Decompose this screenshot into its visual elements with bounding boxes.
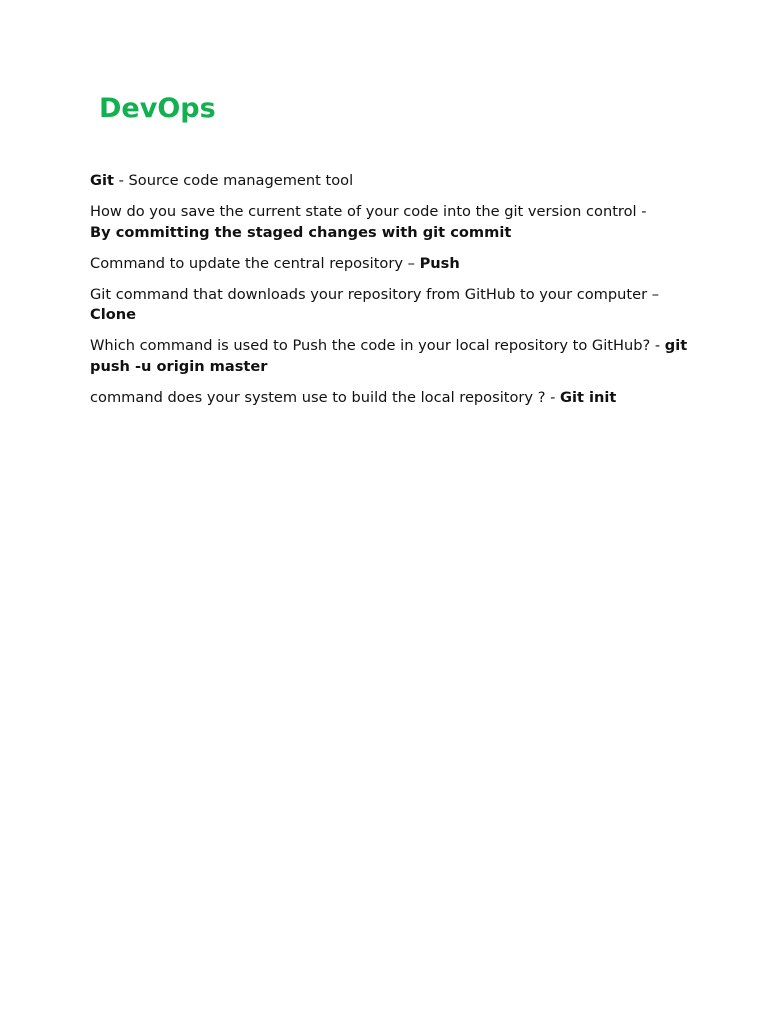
qa-answer: Git init <box>560 388 617 406</box>
qa-item-init <box>90 388 700 409</box>
qa-item-clone <box>90 285 700 326</box>
document-title: DevOps <box>99 93 216 124</box>
qa-answer: Clone <box>90 306 137 323</box>
qa-text: How do you save the current state of your code into the git version control - <box>90 203 647 220</box>
qa-item-push <box>90 254 700 275</box>
qa-answer: Push <box>419 254 460 272</box>
qa-text: Git command that downloads your repository from GitHub to your computer – <box>90 285 660 303</box>
qa-text: Command to update the central repository – <box>90 254 420 272</box>
qa-text: Which command is used to Push the code in your local repository to GitHub? - <box>90 337 665 354</box>
qa-answer: By committing the staged changes with git commit <box>90 223 512 241</box>
qa-item-push-origin <box>90 336 700 377</box>
qa-item-git <box>90 171 700 192</box>
qa-item-commit <box>90 202 700 243</box>
qa-text: - Source code management tool <box>113 172 354 189</box>
qa-lead: Git <box>90 172 114 189</box>
qa-answer: git push -u origin master <box>90 337 688 375</box>
qa-text: command does your system use to build the local repository ? - <box>90 388 560 406</box>
document-body <box>90 171 700 419</box>
